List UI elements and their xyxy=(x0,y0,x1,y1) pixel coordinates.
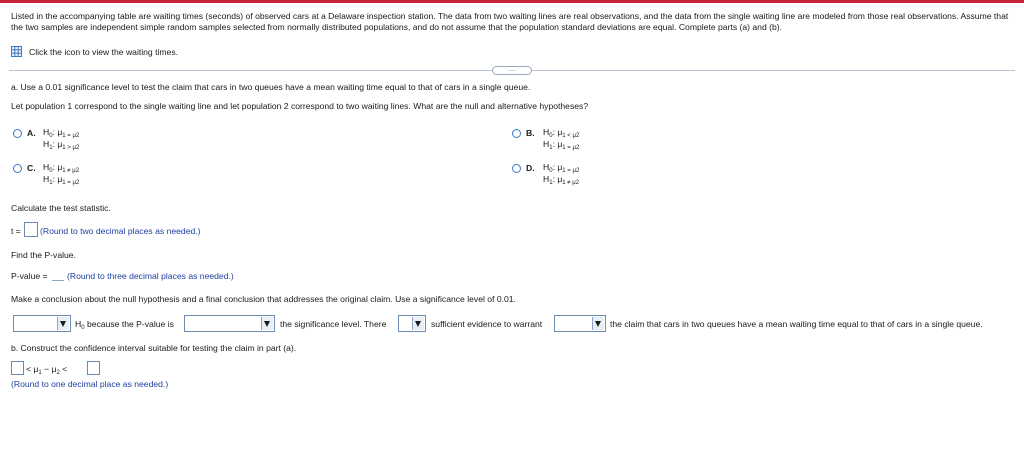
option-d-h1: $H_1$: $\mu_{1 \ne \mu 2}$ xyxy=(543,174,580,186)
view-data-link-label[interactable]: Click the icon to view the waiting times. xyxy=(29,46,179,57)
evidence-dropdown[interactable] xyxy=(398,315,426,332)
ci-upper-input[interactable] xyxy=(87,361,100,375)
part-a-prompt: a. Use a 0.01 significance level to test the claim that cars in two queues have a mean waiting time equal to that of cars in a single queue. xyxy=(11,82,531,92)
t-label: t = xyxy=(11,226,21,236)
pvalue-comparison-dropdown[interactable] xyxy=(184,315,275,332)
option-b-h0: $H_0$: $\mu_{1 < \mu 2}$ xyxy=(543,127,580,139)
option-a-h0: $H_0$: $\mu_{1 = \mu 2}$ xyxy=(43,127,80,139)
conclusion-text-1: $H_0$ because the P-value is xyxy=(75,319,174,331)
claim-action-dropdown[interactable] xyxy=(554,315,606,332)
p-value-input[interactable] xyxy=(52,268,64,281)
t-hint: (Round to two decimal places as needed.) xyxy=(40,226,201,236)
p-value-prompt: Find the P-value. xyxy=(11,250,76,260)
conclusion-text-4: the claim that cars in two queues have a mean waiting time equal to that of cars in a single queue. xyxy=(610,319,983,329)
reject-decision-dropdown[interactable] xyxy=(13,315,71,332)
top-accent-bar xyxy=(0,0,1024,3)
chevron-down-icon[interactable] xyxy=(412,317,424,330)
option-b-label: B. xyxy=(526,128,535,138)
problem-intro: Listed in the accompanying table are waiting times (seconds) of observed cars at a Delaware inspection station. The data from two waiting lines are real observations, and the data from the single waiting line are modeled from those real observations. Assume that the two samples are independent simple random samples selected from normally distributed populations, and do not assume that the population standard deviations are equal. Complete parts (a) and (b). xyxy=(11,11,1009,32)
p-value-hint: (Round to three decimal places as needed.) xyxy=(67,271,234,281)
option-a-h1: $H_1$: $\mu_{1 > \mu 2}$ xyxy=(43,139,80,151)
option-b-h1: $H_1$: $\mu_{1 = \mu 2}$ xyxy=(543,139,580,151)
chevron-down-icon[interactable] xyxy=(261,317,273,330)
test-stat-prompt: Calculate the test statistic. xyxy=(11,203,111,213)
option-c-label: C. xyxy=(27,163,36,173)
chevron-down-icon[interactable] xyxy=(57,317,69,330)
view-data-link[interactable] xyxy=(11,46,178,57)
table-icon[interactable] xyxy=(11,46,22,57)
p-value-label: P-value = xyxy=(11,271,48,281)
option-c-h0: $H_0$: $\mu_{1 \ne \mu 2}$ xyxy=(43,162,80,174)
conclusion-text-3: sufficient evidence to warrant xyxy=(431,319,543,329)
ci-lower-input[interactable] xyxy=(11,361,24,375)
option-d-h0: $H_0$: $\mu_{1 = \mu 2}$ xyxy=(543,162,580,174)
option-b-radio[interactable] xyxy=(512,129,521,138)
expand-handle[interactable]: ..... xyxy=(492,66,532,75)
chevron-down-icon[interactable] xyxy=(592,317,604,330)
option-a-label: A. xyxy=(27,128,36,138)
part-b-prompt: b. Construct the confidence interval suitable for testing the claim in part (a). xyxy=(11,343,297,353)
option-c-h1: $H_1$: $\mu_{1 = \mu 2}$ xyxy=(43,174,80,186)
option-c-radio[interactable] xyxy=(13,164,22,173)
ci-hint: (Round to one decimal place as needed.) xyxy=(11,379,169,389)
conclusion-prompt: Make a conclusion about the null hypothesis and a final conclusion that addresses the original claim. Use a significance level of 0.01. xyxy=(11,294,516,304)
option-d-label: D. xyxy=(526,163,535,173)
ci-expression: < $\mu_1 - \mu_2$ < xyxy=(26,364,68,376)
option-d-radio[interactable] xyxy=(512,164,521,173)
conclusion-text-2: the significance level. There xyxy=(280,319,387,329)
population-note: Let population 1 correspond to the single waiting line and let population 2 correspond to two waiting lines. What are the null and alternative hypotheses? xyxy=(11,101,589,111)
t-statistic-input[interactable] xyxy=(24,222,38,237)
option-a-radio[interactable] xyxy=(13,129,22,138)
